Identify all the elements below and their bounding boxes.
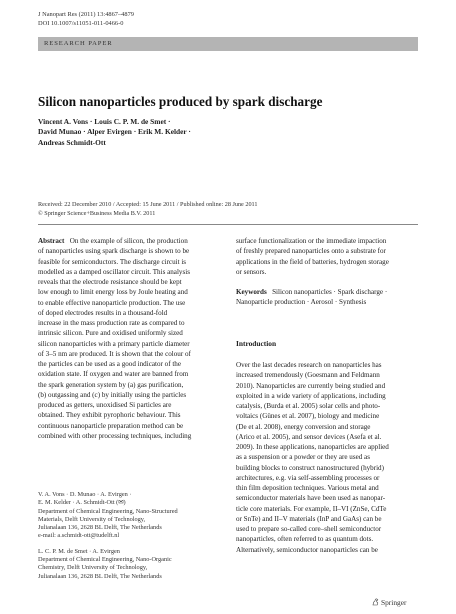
copyright: © Springer Science+Business Media B.V. 2011 (38, 209, 156, 217)
abstract-line: the spark generation system by (a) gas purification, (38, 380, 184, 389)
introduction-line: thin film deposition techniques. Various metal and (236, 484, 379, 492)
abstract-text: On the example of silicon, the production (69, 237, 188, 245)
springer-horse-icon (372, 598, 379, 606)
affiliation-line: V. A. Vons · D. Munao · A. Evirgen · (38, 491, 132, 498)
introduction-line: as a suspension or a powder or they are used as (236, 453, 370, 462)
journal-header (38, 10, 134, 28)
abstract-line: increase in the mass production rate as compared to (38, 319, 185, 327)
affiliation-line: L. C. P. M. de Smet · A. Evirgen (38, 547, 120, 555)
abstract-line: applications in the field of batteries, hydrogen storage (236, 257, 389, 266)
abstract-line: modelled as a damped oscillator circuit. This analysis (38, 267, 190, 276)
journal-citation: J Nanopart Res (2011) 13:4867–4879 (38, 11, 134, 18)
introduction-line: 2010). Nanoparticles are currently being studied and (236, 381, 386, 390)
abstract-line: low enough to limit energy loss by Joule heating and (38, 288, 188, 297)
abstract-line: of freshly prepared nanoparticles onto a substrate for (236, 247, 386, 256)
keywords-heading: Keywords (236, 288, 267, 296)
abstract-line: feasible for semiconductors. The discharge circuit is (38, 257, 187, 266)
keywords-text: Silicon nanoparticles · Spark discharge · (272, 288, 388, 296)
abstract-line: obtained. They exhibit pyrophoric behaviour. This (38, 411, 181, 420)
introduction-line: architectures, e.g. via self-assembling processes or (236, 473, 380, 482)
abstract-line: of doped electrodes results in a thousand-fold (38, 308, 168, 317)
abstract-line: (b) outgassing and (c) by initially using the particles (38, 390, 187, 399)
publisher-name: Springer (381, 598, 407, 607)
affiliation-line: Chemistry, Delft University of Technology, (38, 564, 148, 572)
abstract-heading: Abstract (38, 237, 65, 245)
keywords-line: Nanoparticle production · Aerosol · Synthesis (236, 298, 367, 307)
introduction-line: nanoparticles, often referred to as quantum dots. (236, 535, 374, 544)
introduction-line: or SnTe) and II–V materials (InP and GaAs) can be (236, 514, 382, 523)
introduction-body (236, 360, 422, 555)
abstract-line: intrinsic silicon. Pure and oxidised uniformly sized (38, 329, 183, 338)
section-heading-introduction: Introduction (236, 339, 277, 348)
history-dates: Received: 22 December 2010 / Accepted: 15 June 2011 / Published online: 28 June 2011 (38, 201, 258, 208)
affiliation-line: Department of Chemical Engineering, Nano-Organic (38, 556, 172, 564)
doi: DOI 10.1007/s11051-011-0466-0 (38, 20, 124, 27)
introduction-line: ticle core materials. For example, II–VI (ZnSe, CdTe (236, 504, 387, 513)
affiliations (38, 491, 178, 581)
introduction-line: Over the last decades research on nanoparticles has (236, 361, 382, 369)
abstract-line: produced as getters, unoxidised Si particles are (38, 401, 172, 409)
affiliation-line: Department of Chemical Engineering, Nano-Structured (38, 507, 178, 515)
keywords-line (236, 287, 422, 297)
affiliation-line: e-mail: a.schmidt-ott@tudelft.nl (38, 532, 120, 540)
introduction-line: 2009). In these applications, nanoparticles are applied (236, 443, 389, 451)
affiliation-line: E. M. Kelder · A. Schmidt-Ott (✉) (38, 499, 126, 507)
abstract-line: surface functionalization or the immediate impaction (236, 237, 387, 245)
author-line: Vincent A. Vons · Louis C. P. M. de Smet · (38, 117, 171, 126)
introduction-line: catalysis, (Burda et al. 2005) solar cells and photo- (236, 402, 381, 410)
affiliation-line: Julianalaan 136, 2628 BL Delft, The Netherlands (38, 572, 162, 580)
author-line: David Munao · Alper Evirgen · Erik M. Kelder · (38, 127, 191, 137)
keywords (236, 287, 422, 308)
affiliation-line: Julianalaan 136, 2628 BL Delft, The Netherlands (38, 524, 162, 532)
abstract (38, 236, 224, 441)
abstract-first-line (38, 236, 224, 246)
abstract-line: silicon nanoparticles with a primary particle diameter (38, 339, 190, 348)
abstract-line: of nanoparticles using spark discharge is shown to be (38, 247, 190, 256)
introduction-line: semiconductor materials have been used as nanopar- (236, 494, 386, 503)
abstract-line: of 3–5 nm are produced. It is shown that the colour of (38, 349, 191, 358)
article-history (38, 201, 258, 218)
abstract-line: combined with other processing techniques, including (38, 431, 192, 440)
section-label: RESEARCH PAPER (44, 40, 113, 47)
abstract-line: to enable effective nanoparticle production. The use (38, 298, 186, 307)
publisher-mark (372, 598, 406, 607)
introduction-line: increased tremendously (Goesmann and Feldmann (236, 371, 380, 380)
introduction-line: used to prepare so-called core–shell semiconductor (236, 525, 382, 533)
introduction-line: (De et al. 2008), energy conversion and storage (236, 422, 371, 431)
divider (38, 224, 418, 225)
affiliation-line: Materials, Delft University of Technology, (38, 515, 146, 523)
affiliation-block (38, 491, 178, 541)
introduction-line: exploited in a wide variety of applications, including (236, 391, 386, 400)
affiliation-block (38, 548, 178, 581)
abstract-body (38, 246, 224, 441)
abstract-line: oxidation state. If oxygen and water are banned from (38, 370, 189, 379)
abstract-continuation (236, 236, 422, 277)
introduction-line: voltaics (Günes et al. 2007), biology and medicine (236, 412, 380, 421)
introduction-line: (Arico et al. 2005), and sensor devices (Asefa et al. (236, 432, 382, 441)
introduction-line: building blocks to construct nanostructured (hybrid) (236, 463, 384, 472)
author-list (38, 117, 191, 148)
introduction-line: Alternatively, semiconductor nanoparticles can be (236, 545, 378, 554)
author-line: Andreas Schmidt-Ott (38, 137, 106, 147)
article-title: Silicon nanoparticles produced by spark discharge (38, 94, 323, 109)
abstract-line: the particles can be used as a good indicator of the (38, 360, 182, 368)
abstract-line: reveals that the electrode resistance should be kept (38, 278, 182, 286)
abstract-line: continuous nanoparticle preparation method can be (38, 421, 184, 430)
abstract-line: or sensors. (236, 267, 267, 276)
